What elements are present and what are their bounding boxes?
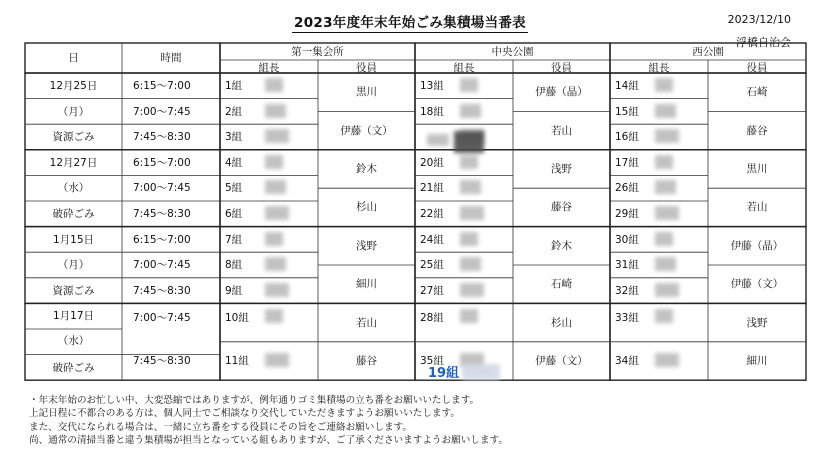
group-cell: 9組 xyxy=(225,284,243,297)
header-officer: 役員 xyxy=(356,61,377,74)
header-group-leader: 組長 xyxy=(258,61,280,74)
group-cell: 21組 xyxy=(420,182,444,195)
group-cell: 13組 xyxy=(420,80,444,92)
group-cell: 6組 xyxy=(225,208,243,220)
redacted-name xyxy=(265,353,289,367)
officer-cell: 鈴木 xyxy=(356,163,377,175)
time-cell: 6:15～7:00 xyxy=(133,80,191,92)
day-cell: （月） xyxy=(57,105,90,118)
header-box-left xyxy=(25,43,220,73)
redacted-name xyxy=(265,232,283,246)
redacted-name xyxy=(265,309,283,323)
officer-cell: 細川 xyxy=(356,278,377,291)
group-cell: 30組 xyxy=(615,233,639,246)
note-line: 上記日程に不都合のある方は、個人同士でご相談なり交代していただきますようお願いいたします。 xyxy=(29,408,460,420)
day-cell: （水） xyxy=(57,182,90,195)
redacted-name xyxy=(460,232,478,246)
group-cell: 2組 xyxy=(225,105,243,118)
group-cell: 31組 xyxy=(615,259,639,272)
day-cell: 12月27日 xyxy=(49,156,98,169)
time-cell: 7:45～8:30 xyxy=(133,208,191,220)
header-area: 第一集会所 xyxy=(291,46,344,58)
redacted-name xyxy=(454,131,484,153)
officer-cell: 藤谷 xyxy=(551,201,572,214)
day-cell: 1月17日 xyxy=(52,310,95,323)
group-cell: 4組 xyxy=(225,156,243,169)
time-cell: 7:00～7:45 xyxy=(133,182,191,195)
time-cell: 7:00～7:45 xyxy=(133,312,191,325)
day-cell: （水） xyxy=(57,335,90,347)
redacted-name xyxy=(655,353,679,367)
redacted-name xyxy=(460,309,478,323)
time-cell: 7:00～7:45 xyxy=(133,105,191,118)
group-cell: 18組 xyxy=(420,105,444,118)
redacted-name xyxy=(265,129,289,143)
officer-cell: 伊藤（文） xyxy=(730,278,784,291)
redacted-name xyxy=(655,104,676,118)
page-title: 2023年度年末年始ごみ集積場当番表 xyxy=(294,15,526,31)
redacted-name xyxy=(655,180,676,194)
redacted-name xyxy=(655,129,679,143)
header-area: 西公園 xyxy=(692,46,724,58)
officer-cell: 浅野 xyxy=(746,316,768,329)
redacted-name xyxy=(460,283,484,297)
group-cell: 32組 xyxy=(615,284,639,297)
redacted-name xyxy=(460,180,481,194)
group-cell: 22組 xyxy=(420,208,444,220)
group-cell: 26組 xyxy=(615,182,639,195)
group-cell: 8組 xyxy=(225,259,243,272)
header-group-leader: 組長 xyxy=(453,61,475,74)
time-cell: 7:45～8:30 xyxy=(133,354,191,367)
day-cell: 12月25日 xyxy=(49,80,98,92)
group-cell: 34組 xyxy=(615,354,639,367)
redacted-name xyxy=(460,257,481,271)
notes-section xyxy=(29,394,508,448)
group-cell: 10組 xyxy=(225,312,249,325)
time-cell: 7:00～7:45 xyxy=(133,259,191,272)
redacted-name xyxy=(460,155,478,169)
day-cell: （月） xyxy=(57,259,90,272)
note-line: また、交代になられる場合は、一緒に立ち番をする役員にその旨をご連絡お願いします。 xyxy=(29,421,412,433)
officer-cell: 若山 xyxy=(356,316,377,329)
redacted-name xyxy=(265,180,286,194)
officer-cell: 細川 xyxy=(746,355,768,367)
day-cell: 資源ごみ xyxy=(52,131,95,144)
redacted-name xyxy=(265,206,289,220)
time-cell: 7:45～8:30 xyxy=(133,284,191,297)
officer-cell: 伊藤（晶） xyxy=(730,239,784,252)
issue-date: 2023/12/10 xyxy=(727,13,791,26)
group-cell: 14組 xyxy=(615,80,639,92)
redacted-name xyxy=(655,232,673,246)
officer-cell: 若山 xyxy=(746,201,768,214)
redacted-name xyxy=(655,155,673,169)
redacted-name xyxy=(462,364,500,380)
time-cell: 6:15～7:00 xyxy=(133,156,191,169)
group-cell: 28組 xyxy=(420,312,444,325)
officer-cell: 浅野 xyxy=(356,239,377,252)
header-day: 日 xyxy=(68,52,79,64)
group-cell: 15組 xyxy=(615,105,639,118)
overlay-group-label: 19組 xyxy=(428,366,460,381)
group-cell: 1組 xyxy=(225,80,243,92)
group-cell: 17組 xyxy=(615,156,639,169)
officer-cell: 若山 xyxy=(551,124,572,137)
group-cell: 25組 xyxy=(420,259,444,272)
redacted-name xyxy=(265,78,283,92)
group-cell: 35組 xyxy=(420,354,444,367)
header-area: 中央公園 xyxy=(491,46,534,58)
group-cell: 20組 xyxy=(420,156,444,169)
officer-cell: 藤谷 xyxy=(746,124,768,137)
group-cell: 33組 xyxy=(615,312,639,325)
group-cell: 27組 xyxy=(420,284,444,297)
time-cell: 6:15～7:00 xyxy=(133,233,191,246)
group-cell: 24組 xyxy=(420,233,444,246)
note-line: 尚、通常の清掃当番と違う集積場が担当となっている組もありますが、ご了承くださいますようお願いします。 xyxy=(29,435,508,447)
header-officer: 役員 xyxy=(551,61,572,74)
officer-cell: 伊藤（晶） xyxy=(535,86,588,99)
note-line: ・年末年始のお忙しい中、大変恐縮ではありますが、例年通りゴミ集積場の立ち番をお願いいたします。 xyxy=(29,395,480,406)
redacted-name xyxy=(265,104,286,118)
header-officer: 役員 xyxy=(746,61,768,74)
redacted-name xyxy=(265,283,289,297)
group-cell: 29組 xyxy=(615,208,639,220)
header-time: 時間 xyxy=(160,52,182,64)
officer-cell: 黒川 xyxy=(746,163,768,175)
redacted-name xyxy=(655,206,679,220)
redacted-name xyxy=(265,155,283,169)
officer-cell: 浅野 xyxy=(551,163,572,175)
time-cell: 7:45～8:30 xyxy=(133,131,191,144)
officer-cell: 杉山 xyxy=(356,201,377,214)
officer-cell: 藤谷 xyxy=(356,355,377,367)
redacted-name xyxy=(655,283,679,297)
day-cell: 資源ごみ xyxy=(52,284,95,297)
officer-cell: 石崎 xyxy=(551,278,572,291)
group-cell: 5組 xyxy=(225,182,243,195)
day-cell: 1月15日 xyxy=(52,233,95,246)
officer-cell: 杉山 xyxy=(551,316,572,329)
redacted-name xyxy=(427,134,449,146)
group-cell: 3組 xyxy=(225,131,243,144)
redacted-name xyxy=(655,257,676,271)
officer-cell: 伊藤（文） xyxy=(340,124,393,137)
officer-cell: 伊藤（文） xyxy=(535,355,588,367)
group-cell: 16組 xyxy=(615,131,639,144)
redacted-name xyxy=(460,78,478,92)
redacted-name xyxy=(655,78,673,92)
day-cell: 破砕ごみ xyxy=(52,208,95,220)
redacted-name xyxy=(460,104,481,118)
officer-cell: 石崎 xyxy=(746,86,768,99)
header-group-leader: 組長 xyxy=(648,61,670,74)
officer-cell: 黒川 xyxy=(356,86,377,99)
day-cell: 破砕ごみ xyxy=(52,361,95,374)
redacted-name xyxy=(265,257,286,271)
officer-cell: 鈴木 xyxy=(551,239,572,252)
redacted-name xyxy=(460,206,484,220)
group-cell: 11組 xyxy=(225,354,249,367)
organization-name: 浮橋自治会 xyxy=(736,36,791,49)
group-cell: 7組 xyxy=(225,233,243,246)
redacted-name xyxy=(655,309,673,323)
